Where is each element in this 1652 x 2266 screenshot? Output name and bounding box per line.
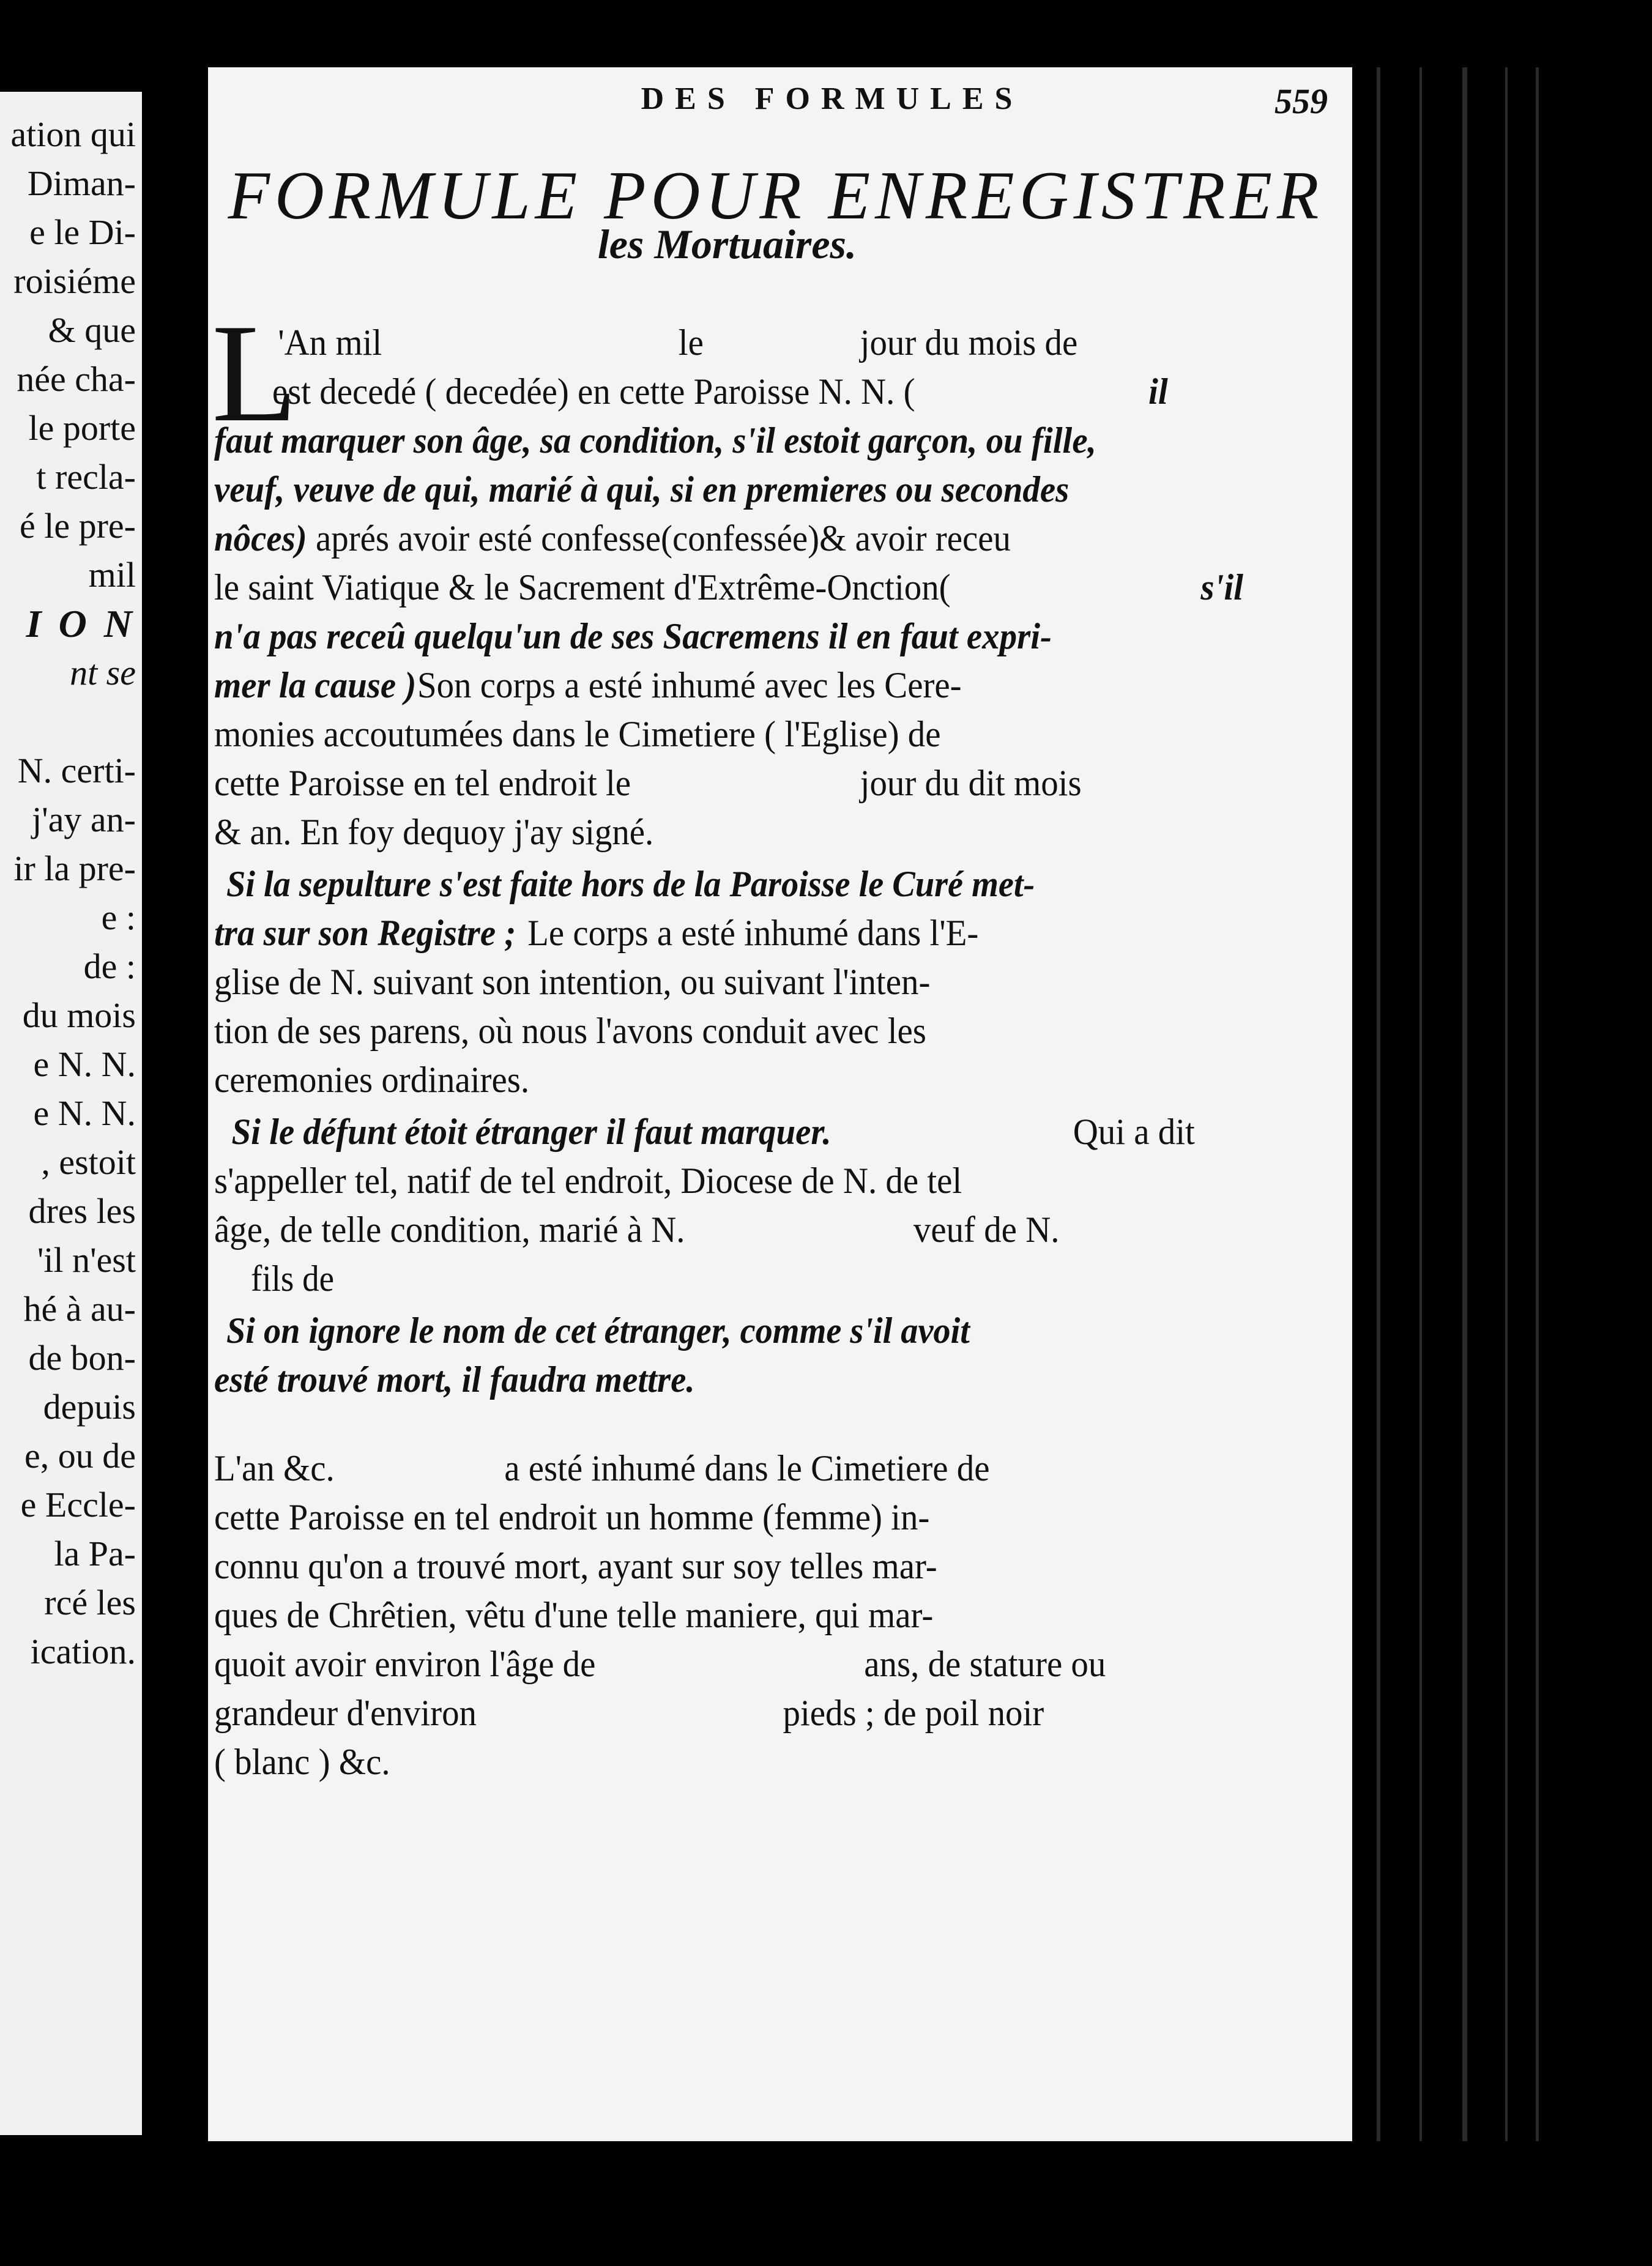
text-segment: nôces) [214, 518, 307, 559]
text-segment: ans, de stature ou [864, 1644, 1106, 1684]
text-segment: Le corps a esté inhumé dans l'E- [527, 913, 979, 953]
text-segment: a esté inhumé dans le Cimetiere de [504, 1448, 990, 1488]
drop-cap: L [212, 295, 298, 451]
text-segment: mer la cause ) [214, 665, 417, 705]
page-number: 559 [1274, 81, 1328, 121]
section-subtitle: les Mortuaires. [597, 221, 857, 267]
left-page-line: depuis [43, 1387, 136, 1427]
left-page-line: ation qui [10, 114, 136, 154]
page-edge-line [1505, 67, 1508, 2141]
text-segment: âge, de telle condition, marié à N. [214, 1209, 685, 1250]
left-page-line: la Pa- [54, 1534, 136, 1573]
running-head: DES FORMULES [641, 81, 1024, 116]
left-page-line: ication. [30, 1632, 136, 1671]
page-edge-line [1462, 67, 1467, 2141]
text-line-29: ( blanc ) &c. [214, 1742, 390, 1782]
text-segment: L'an &c. [214, 1448, 335, 1488]
text-segment: quoit avoir environ l'âge de [214, 1644, 596, 1684]
section-title: FORMULE POUR ENREGISTRER [228, 158, 1324, 234]
text-segment: cette Paroisse en tel endroit le [214, 763, 631, 803]
left-page-line: 'il n'est [37, 1240, 136, 1280]
text-segment: Qui a dit [1073, 1112, 1195, 1152]
text-segment: jour du mois de [860, 322, 1078, 363]
left-page-line: j'ay an- [32, 800, 136, 839]
left-page-line: de bon- [28, 1338, 136, 1378]
left-page-line: ir la pre- [13, 849, 136, 888]
page-edge-line [1536, 67, 1539, 2141]
text-segment: veuf de N. [913, 1209, 1060, 1250]
text-segment: 'An mil [278, 322, 382, 363]
text-segment: tra sur son Registre ; [214, 913, 516, 953]
text-segment: le saint Viatique & le Sacrement d'Extrême-Onction( [214, 567, 951, 607]
text-segment: le [678, 322, 704, 363]
page [208, 67, 1352, 2141]
left-page-line: N. certi- [17, 751, 136, 790]
left-page-line: dres les [28, 1191, 136, 1231]
text-line-15: tion de ses parens, où nous l'avons conduit avec les [214, 1011, 926, 1051]
text-segment: aprés avoir esté confesse(confessée)& avoir receu [315, 518, 1011, 559]
left-page-line: rcé les [44, 1583, 136, 1622]
left-page-line: hé à au- [23, 1289, 136, 1329]
left-page-line: e le Di- [29, 212, 136, 252]
left-page-line: , estoit [41, 1142, 136, 1182]
text-segment: est decedé ( decedée) en cette Paroisse N. N. ( [272, 371, 915, 412]
book-gutter [142, 0, 209, 2266]
text-segment: Si le défunt étoit étranger il faut marquer. [231, 1112, 832, 1152]
text-line-14: glise de N. suivant son intention, ou suivant l'inten- [214, 962, 931, 1002]
text-segment: pieds ; de poil noir [783, 1693, 1044, 1733]
left-page-line: & que [48, 310, 136, 350]
text-segment: Son corps a esté inhumé avec les Cere- [417, 665, 962, 705]
left-page-line: du mois [22, 995, 136, 1035]
left-page-line: de : [83, 946, 136, 986]
left-page-line: I O N [26, 602, 136, 645]
text-line-20: fils de [251, 1258, 335, 1299]
text-line-18: s'appeller tel, natif de tel endroit, Diocese de N. de tel [214, 1161, 962, 1201]
left-page-line: roisiéme [13, 261, 136, 301]
left-page-line: e, ou de [24, 1436, 136, 1476]
left-page-line: nt se [70, 653, 136, 693]
text-segment: jour du dit mois [860, 763, 1082, 803]
left-page-line: e N. N. [33, 1093, 136, 1133]
left-page-line: é le pre- [20, 506, 136, 546]
left-page-line: e N. N. [33, 1044, 136, 1084]
text-line-21: Si on ignore le nom de cet étranger, comme s'il avoit [226, 1310, 970, 1351]
text-line-26: ques de Chrêtien, vêtu d'une telle maniere, qui mar- [214, 1595, 934, 1635]
page-edge-line [1419, 67, 1422, 2141]
text-line-16: ceremonies ordinaires. [214, 1060, 530, 1100]
text-line-11: & an. En foy dequoy j'ay signé. [214, 812, 654, 852]
left-page-fragment [0, 92, 142, 2135]
text-line-9: monies accoutumées dans le Cimetiere ( l'Eglise) de [214, 714, 941, 754]
text-line-24: cette Paroisse en tel endroit un homme (femme) in- [214, 1497, 930, 1537]
text-line-7: n'a pas receû quelqu'un de ses Sacremens il en faut expri- [214, 616, 1052, 656]
text-segment: il [1148, 371, 1168, 412]
left-page-line: e Eccle- [20, 1485, 136, 1525]
left-page-line: née cha- [17, 359, 136, 399]
page-edge-line [1377, 67, 1380, 2141]
text-segment: s'il [1200, 567, 1243, 607]
text-line-22: esté trouvé mort, il faudra mettre. [214, 1359, 695, 1400]
text-line-12: Si la sepulture s'est faite hors de la Paroisse le Curé met- [226, 864, 1035, 904]
text-line-4: veuf, veuve de qui, marié à qui, si en premieres ou secondes [214, 469, 1070, 510]
page-edges [1352, 67, 1585, 2141]
text-line-3: faut marquer son âge, sa condition, s'il estoit garçon, ou fille, [214, 420, 1096, 461]
left-page-line: t recla- [36, 457, 136, 497]
left-page-line: Diman- [27, 163, 136, 203]
text-line-25: connu qu'on a trouvé mort, ayant sur soy telles mar- [214, 1546, 937, 1586]
left-page-line: e : [101, 897, 136, 937]
left-page-line: le porte [28, 408, 136, 448]
left-page-line: mil [88, 555, 136, 595]
text-segment: grandeur d'environ [214, 1693, 477, 1733]
